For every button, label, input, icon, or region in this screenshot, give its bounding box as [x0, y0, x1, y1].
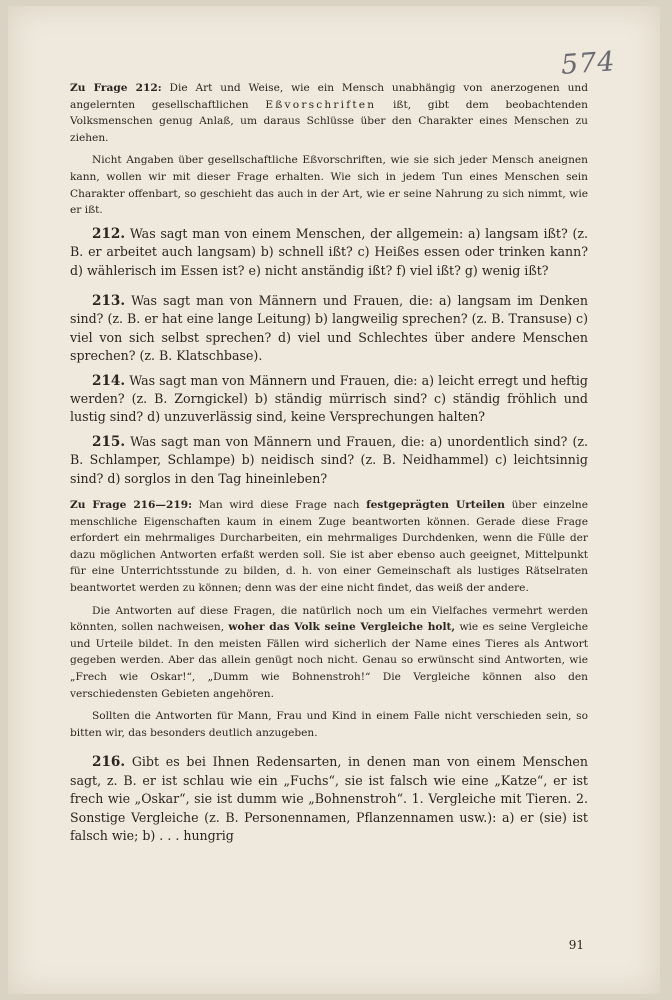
question-212: 212. Was sagt man von einem Menschen, der allgemein: a) langsam ißt? (z. B. er arbeitet auch langsam) b) schnell ißt? c) Heißes essen oder trinken kann? d) wählerisch im Essen ist? e) nicht anständig ißt? f) viel ißt? g) wenig ißt?	[70, 225, 588, 278]
bold-phrase: woher das Volk seine Vergleiche holt,	[228, 621, 456, 634]
bold-phrase: festgeprägten Urteilen	[366, 499, 505, 512]
book-page	[8, 6, 660, 994]
question-216: 216. Gibt es bei Ihnen Redensarten, in denen man von einem Menschen sagt, z. B. er ist schlau wie ein „Fuchs“, sie ist falsch wie eine „Katze“, er ist frech wie „Oskar“, sie ist dumm wie „Bohnenstroh“. 1. Vergleiche mit Tieren. 2. Sonstige Vergleiche (z. B. Personennamen, Pflanzennamen usw.): a) er (sie) ist falsch wie; b) . . . hungrig	[70, 754, 588, 843]
question-number: 216.	[92, 754, 126, 771]
paragraph-request: Sollten die Antworten für Mann, Frau und Kind in einem Falle nicht verschieden sein, so bitten wir, das besonders deutlich anzugeben.	[70, 710, 588, 739]
paragraph-note: Nicht Angaben über gesellschaftliche Eßvorschriften, wie sie sich jeder Mensch aneignen kann, wollen wir mit dieser Frage erhalten. Wie sich in jedem Tun eines Menschen sein Charakter offenbart, so geschieht das auch in der Art, wie er seine Nahrung zu sich nimmt, wie er ißt.	[70, 154, 588, 217]
paragraph-zu-frage-212: Zu Frage 212: Die Art und Weise, wie ein Mensch unabhängig von anerzogenen und angelernten gesellschaftlichen Eßvorschriften ißt, gibt dem beobachtenden Volksmenschen genug Anlaß, um daraus Schlüsse über den Charakter eines Menschen zu ziehen.	[70, 82, 588, 144]
question-number: 213.	[92, 292, 126, 309]
paragraph-answers: Die Antworten auf diese Fragen, die natürlich noch um ein Vielfaches vermehrt werden könnten, sollen nachweisen, woher das Volk seine Vergleiche holt, wie es seine Vergleiche und Urteile bildet. In den meisten Fällen wird sicherlich der Name eines Tieres als Antwort gegeben werden. Aber das allein genügt noch nicht. Genau so erwünscht sind Antworten, wie „Frech wie Oskar!“, „Dumm wie Bohnenstroh!“ Die Vergleiche können also den verschiedensten Gebieten angehören.	[70, 604, 588, 700]
question-213: 213. Was sagt man von Männern und Frauen, die: a) langsam im Denken sind? (z. B. er hat eine lange Leitung) b) langweilig sprechen? (z. B. Transuse) c) viel von sich selbst sprechen? d) viel und Schlechtes über andere Menschen sprechen? (z. B. Klatschbase).	[70, 292, 588, 364]
paragraph-zu-frage-216-219: Zu Frage 216—219: Man wird diese Frage nach festgeprägten Urteilen über einzelne menschliche Eigenschaften kaum in einem Zuge beantworten können. Gerade diese Frage erfordert ein mehrmaliges Durcharbeiten, ein mehrmaliges Durchdenken, wenn die Fülle der dazu möglichen Antworten erfaßt werden soll. Sie ist aber ebenso auch geeignet, Mittelpunkt für eine Unterrichtsstunde zu bilden, d. h. von einer Gemeinschaft als lustiges Rätselraten beantwortet werden zu können; denn was der eine nicht findet, das weiß der andere.	[70, 499, 588, 594]
handwritten-folio-number: 574	[560, 46, 618, 81]
paragraph-lead: Zu Frage 216—219:	[70, 499, 193, 512]
question-number: 215.	[92, 433, 126, 450]
question-number: 212.	[92, 225, 126, 242]
paragraph-lead: Zu Frage 212:	[70, 82, 162, 94]
spaced-word: Eßvorschriften	[265, 98, 377, 111]
question-214: 214. Was sagt man von Männern und Frauen, die: a) leicht erregt und heftig werden? (z. B. Zorngickel) b) ständig mürrisch sind? c) ständig fröhlich und lustig sind? d) unzuverlässig sind, keine Versprechungen halten?	[70, 372, 588, 425]
question-215: 215. Was sagt man von Männern und Frauen, die: a) unordentlich sind? (z. B. Schlamper, Schlampe) b) neidisch sind? (z. B. Neidhammel) c) leichtsinnig sind? d) sorglos in den Tag hineinleben?	[70, 433, 588, 486]
page-number: 91	[568, 938, 584, 952]
question-number: 214.	[92, 372, 126, 389]
page-body	[70, 80, 588, 845]
